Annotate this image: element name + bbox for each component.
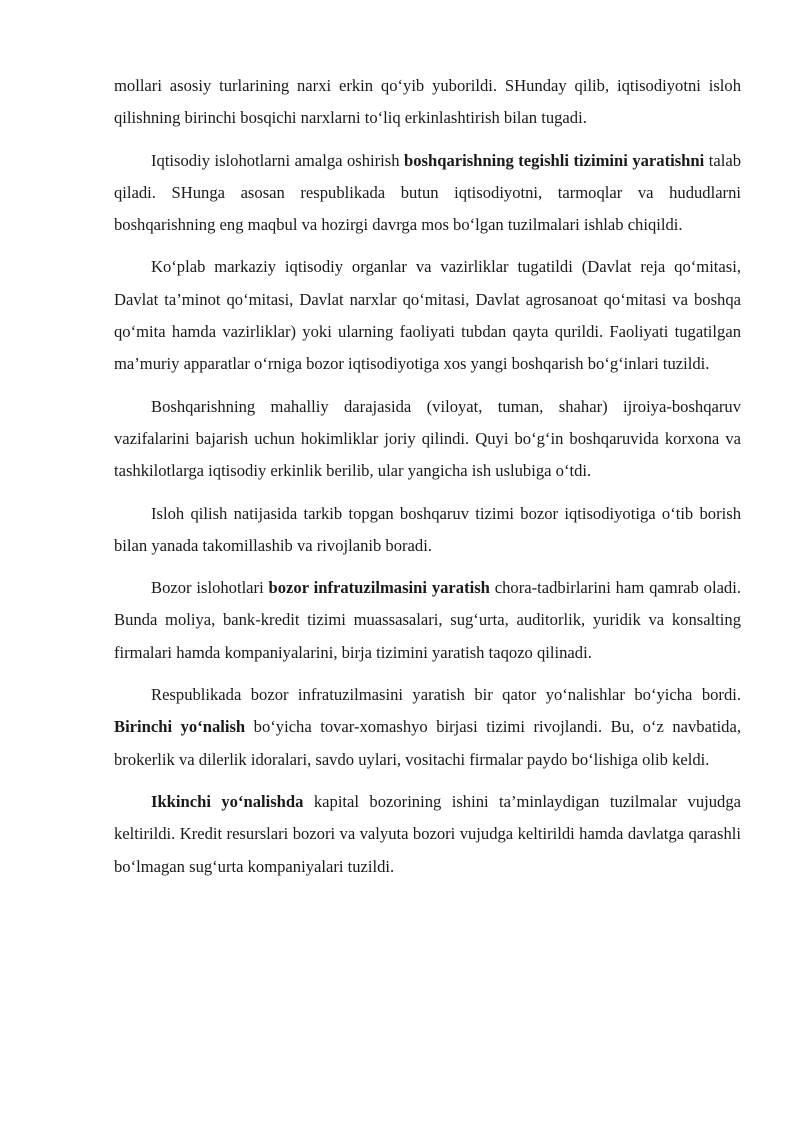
paragraph-text: mollari asosiy turlarining narxi erkin qo‘yib yuborildi. SHunday qilib, iqtisodiyotni isloh qilishning birinchi bosqichi narxlarni to‘liq erkinlashtirish bilan tugadi. — [114, 76, 741, 128]
paragraph-text: Bozor islohotlari — [151, 578, 269, 598]
bold-term: Ikkinchi yo‘nalishda — [151, 791, 304, 811]
paragraph-5 — [114, 498, 741, 563]
paragraph-4 — [114, 391, 741, 488]
paragraph-6 — [114, 572, 741, 669]
paragraph-1 — [114, 70, 741, 135]
paragraph-text: Respublikada bozor infratuzilmasini yaratish bir qator yo‘nalishlar bo‘yicha bordi. — [151, 685, 741, 705]
paragraph-text: kapital bozorining ishini ta’minlaydigan tuzilmalar vujudga keltirildi. Kredit resurslari bozori va valyuta bozori vujudga keltirildi hamda davlatga qarashli bo‘lmagan sug‘urta kompaniyalari tuzildi. — [114, 791, 741, 876]
paragraph-text: bo‘yicha tovar-xomashyo birjasi tizimi rivojlandi. Bu, o‘z navbatida, brokerlik va dilerlik idoralari, savdo uylari, vositachi firmalar paydo bo‘lishiga olib keldi. — [114, 717, 741, 769]
paragraph-text: Ko‘plab markaziy iqtisodiy organlar va vazirliklar tugatildi (Davlat reja qo‘mitasi, Davlat ta’minot qo‘mitasi, Davlat narxlar qo‘mitasi, Davlat agrosanoat qo‘mitasi va boshqa qo‘mita hamda vazirliklar) yoki ularning faoliyati tubdan qayta qurildi. Faoliyati tugatilgan ma’muriy apparatlar o‘rniga bozor iqtisodiyotiga xos yangi boshqarish bo‘g‘inlari tuzildi. — [114, 257, 741, 374]
bold-term: bozor infratuzilmasini yaratish — [268, 578, 490, 598]
paragraph-text: Iqtisodiy islohotlarni amalga oshirish — [151, 150, 405, 170]
paragraph-2 — [114, 145, 741, 242]
paragraph-text: Boshqarishning mahalliy darajasida (viloyat, tuman, shahar) ijroiya-boshqaruv vazifalarini bajarish uchun hokimliklar joriy qilindi. Quyi bo‘g‘in boshqaruvida korxona va tashkilotlarga iqtisodiy erkinlik berilib, ular yangicha ish uslubiga o‘tdi. — [114, 396, 741, 481]
paragraph-text: Isloh qilish natijasida tarkib topgan boshqaruv tizimi bozor iqtisodiyotiga o‘tib borish bilan yanada takomillashib va rivojlanib boradi. — [114, 503, 741, 555]
paragraph-text: chora-tadbirlarini ham qamrab oladi. Bunda moliya, bank-kredit tizimi muassasalari, sug‘urta, auditorlik, yuridik va konsalting firmalari hamda kompaniyalarini, birja tizimini yaratish taqozo qilinadi. — [114, 578, 741, 662]
document-page — [114, 70, 741, 893]
paragraph-text: talab qiladi. SHunga asosan respublikada butun iqtisodiyotni, tarmoqlar va hududlarni boshqarishning eng maqbul va hozirgi davrga mos bo‘lgan tuzilmalari ishlab chiqildi. — [114, 150, 741, 235]
paragraph-3 — [114, 251, 741, 380]
bold-term: Birinchi yo‘nalish — [114, 717, 246, 737]
bold-term: boshqarishning tegishli tizimini yaratishni — [404, 150, 705, 170]
paragraph-7 — [114, 679, 741, 776]
paragraph-8 — [114, 786, 741, 883]
